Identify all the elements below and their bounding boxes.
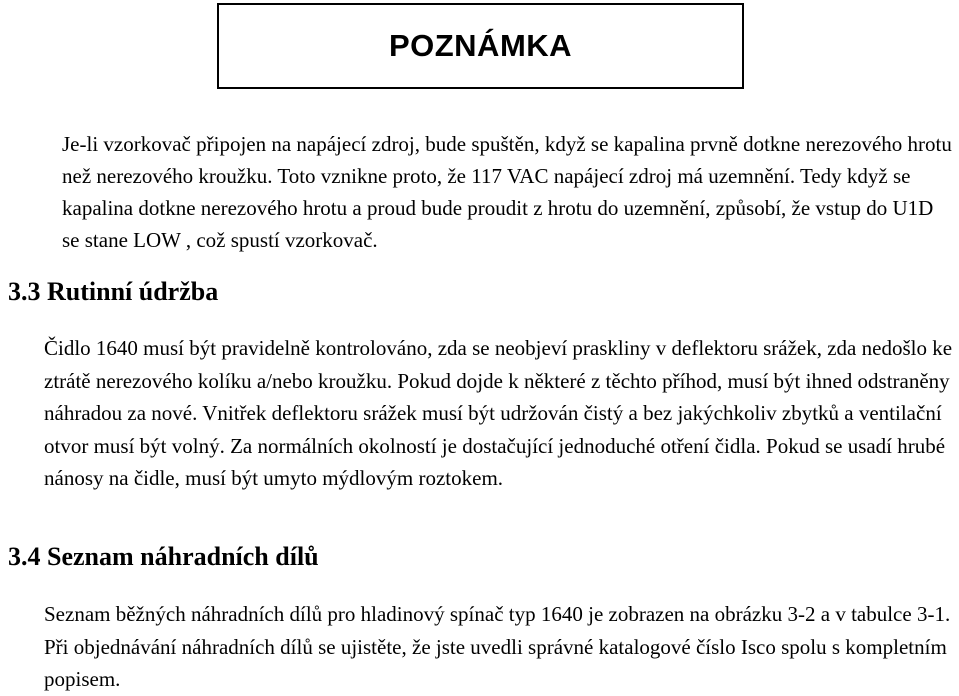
section-heading-routine-maintenance: 3.3 Rutinní údržba	[8, 277, 219, 306]
section-heading-spare-parts: 3.4 Seznam náhradních dílů	[8, 542, 319, 571]
note-text: Je-li vzorkovač připojen na napájecí zdroj, bude spuštěn, když se kapalina prvně dotkne nerezového hrotu než nerezového kroužku. Toto vznikne proto, že 117 VAC napájecí zdroj má uzemnění. Tedy když se kapalina dotkne nerezového hrotu a proud bude proudit z hrotu do uzemnění, způsobí, že vstup do U1D se stane LOW , což spustí vzorkovač.	[62, 132, 952, 252]
note-title: POZNÁMKA	[388, 28, 573, 63]
section-body-spare-parts: Seznam běžných náhradních dílů pro hladinový spínač typ 1640 je zobrazen na obrázku 3-2 a v tabulce 3-1. Při objednávání náhradních dílů se ujistěte, že jste uvedli správné katalogové číslo Isco spolu s kompletním popisem.	[44, 602, 951, 691]
note-box	[217, 3, 744, 89]
section-body-routine-maintenance: Čidlo 1640 musí být pravidelně kontrolováno, zda se neobjeví praskliny v deflektoru srážek, zda nedošlo ke ztrátě nerezového kolíku a/nebo kroužku. Pokud dojde k některé z těchto příhod, musí být ihned odstraněny náhradou za nové. Vnitřek deflektoru srážek musí být udržován čistý a bez jakýchkoliv zbytků a ventilační otvor musí být volný. Za normálních okolností je dostačující jednoduché otření čidla. Pokud se usadí hrubé nánosy na čidle, musí být umyto mýdlovým roztokem.	[44, 336, 953, 490]
